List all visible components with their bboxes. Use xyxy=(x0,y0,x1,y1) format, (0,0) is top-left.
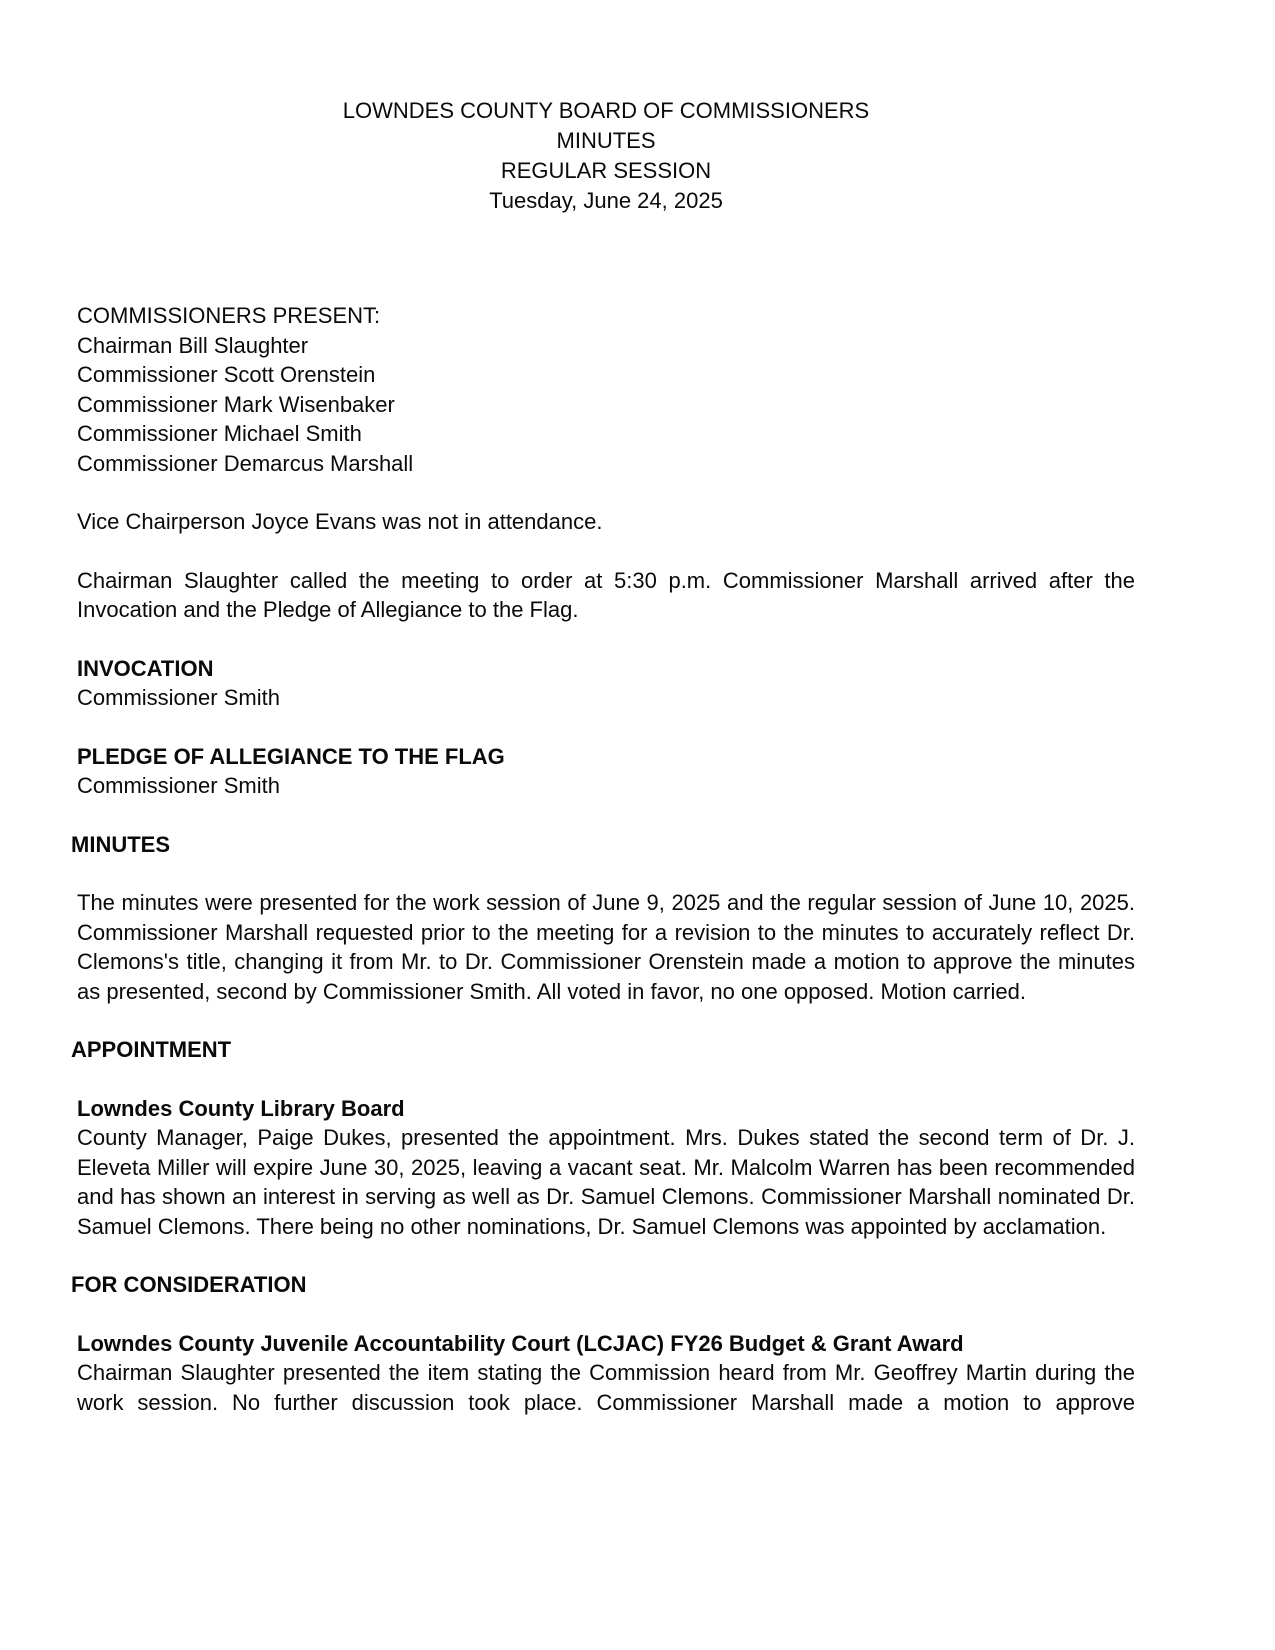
commissioner-name: Commissioner Scott Orenstein xyxy=(77,362,376,387)
commissioner-name: Commissioner Mark Wisenbaker xyxy=(77,391,395,417)
document-header xyxy=(77,96,1135,216)
header-org-title: LOWNDES COUNTY BOARD OF COMMISSIONERS xyxy=(342,98,870,123)
invocation-section xyxy=(77,654,1135,713)
appointment-paragraph: County Manager, Paige Dukes, presented the appointment. Mrs. Dukes stated the second term of Dr. J. Eleveta Miller will expire June 30, 2025, leaving a vacant seat. Mr. Malcolm Warren has been recommended and has shown an interest in serving as well as Dr. Samuel Clemons. Commissioner Marshall nominated Dr. Samuel Clemons. There being no other nominations, Dr. Samuel Clemons was appointed by acclamation. xyxy=(77,1125,1135,1239)
call-to-order-paragraph: Chairman Slaughter called the meeting to order at 5:30 p.m. Commissioner Marshall arrived after the Invocation and the Pledge of Allegiance to the Flag. xyxy=(77,567,1135,622)
consideration-item-title: Lowndes County Juvenile Accountability Court (LCJAC) FY26 Budget & Grant Award xyxy=(77,1330,964,1356)
minutes-heading: MINUTES xyxy=(71,831,170,857)
absence-note: Vice Chairperson Joyce Evans was not in attendance. xyxy=(77,509,603,534)
appointment-heading: APPOINTMENT xyxy=(71,1037,232,1062)
header-doc-type: MINUTES xyxy=(556,128,656,153)
pledge-section xyxy=(77,742,1135,801)
for-consideration-heading: FOR CONSIDERATION xyxy=(71,1272,307,1297)
commissioner-name: Commissioner Michael Smith xyxy=(77,421,362,446)
appointment-item-title: Lowndes County Library Board xyxy=(77,1095,405,1121)
consideration-paragraph: Chairman Slaughter presented the item stating the Commission heard from Mr. Geoffrey Martin during the work session. No further discussion took place. Commissioner Marshall made a motion to approve xyxy=(77,1360,1135,1415)
commissioner-name: Chairman Bill Slaughter xyxy=(77,332,309,358)
commissioners-present-block xyxy=(77,301,1135,478)
header-meeting-date: Tuesday, June 24, 2025 xyxy=(489,188,723,213)
invocation-body: Commissioner Smith xyxy=(77,685,280,710)
commissioners-present-label: COMMISSIONERS PRESENT: xyxy=(77,303,381,328)
commissioner-name: Commissioner Demarcus Marshall xyxy=(77,450,414,476)
invocation-heading: INVOCATION xyxy=(77,655,214,681)
header-session-type: REGULAR SESSION xyxy=(500,158,712,183)
pledge-heading: PLEDGE OF ALLEGIANCE TO THE FLAG xyxy=(77,743,505,769)
minutes-paragraph: The minutes were presented for the work session of June 9, 2025 and the regular session of June 10, 2025. Commissioner Marshall requested prior to the meeting for a revision to the minutes to accurately reflect Dr. Clemons's title, changing it from Mr. to Dr. Commissioner Orenstein made a motion to approve the minutes as presented, second by Commissioner Smith. All voted in favor, no one opposed. Motion carried. xyxy=(77,890,1135,1004)
appointment-item xyxy=(77,1094,1135,1242)
consideration-item xyxy=(77,1329,1135,1418)
pledge-body: Commissioner Smith xyxy=(77,773,280,798)
